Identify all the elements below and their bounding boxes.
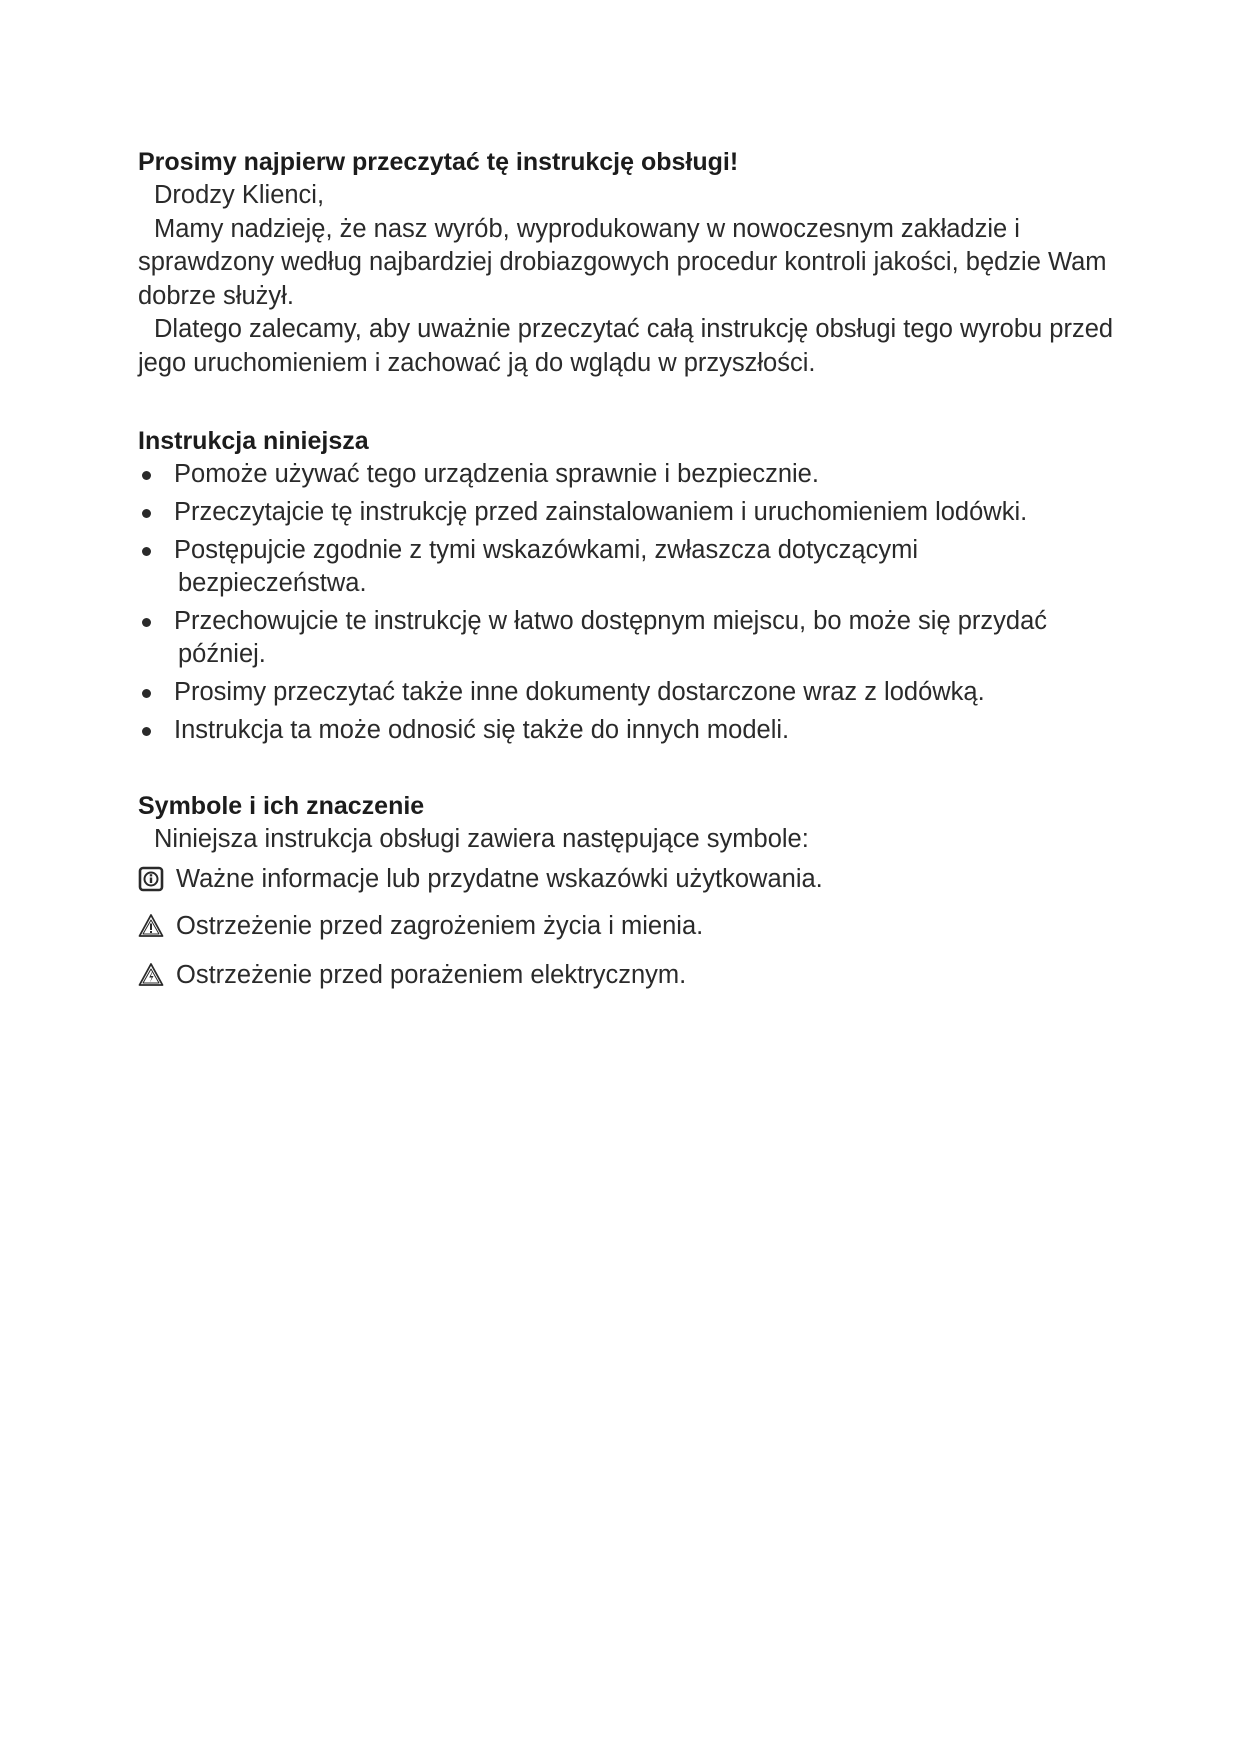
intro-paragraph-1: Mamy nadzieję, że nasz wyrób, wyprodukowany w nowoczesnym zakładzie i sprawdzony według najbardziej drobiazgowych procedur kontroli jakości, będzie Wam dobrze służył. <box>138 214 1107 310</box>
manual-page <box>138 146 1118 992</box>
list-item-text: Prosimy przeczytać także inne dokumenty dostarczone wraz z lodówką. <box>174 678 985 706</box>
symbol-row-electric <box>138 959 1118 992</box>
list-item-text: Przeczytajcie tę instrukcję przed zainstalowaniem i uruchomieniem lodówki. <box>174 498 1028 526</box>
list-item <box>138 605 1118 671</box>
intro-paragraph-2: Dlatego zalecamy, aby uważnie przeczytać całą instrukcję obsługi tego wyrobu przed jego uruchomieniem i zachować ją do wglądu w przyszłości. <box>138 315 1114 377</box>
symbol-row-info <box>138 863 1118 896</box>
greeting: Drodzy Klienci, <box>154 181 325 209</box>
list-item <box>138 496 1118 529</box>
list-item <box>138 534 1118 600</box>
bullet-icon <box>142 471 151 480</box>
list-item <box>138 458 1118 491</box>
symbol-text-warning: Ostrzeżenie przed zagrożeniem życia i mienia. <box>176 911 704 940</box>
list-item-text: Postępujcie zgodnie z tymi wskazówkami, zwłaszcza dotyczącymi <box>174 536 919 564</box>
list-item-text: Przechowujcie te instrukcję w łatwo dostępnym miejscu, bo może się przydać <box>174 607 1048 635</box>
instructions-heading: Instrukcja niniejsza <box>138 427 369 455</box>
list-item-text-continued: później. <box>178 640 266 668</box>
list-item <box>138 676 1118 709</box>
bullet-icon <box>142 689 151 698</box>
symbols-intro: Niniejsza instrukcja obsługi zawiera następujące symbole: <box>154 825 809 853</box>
symbol-row-warning <box>138 910 1118 943</box>
bullet-icon <box>142 618 151 627</box>
bullet-icon <box>142 727 151 736</box>
instructions-list <box>138 458 1118 747</box>
symbol-text-electric: Ostrzeżenie przed porażeniem elektrycznym. <box>176 960 687 989</box>
intro-heading: Prosimy najpierw przeczytać tę instrukcję obsługi! <box>138 148 739 176</box>
list-item-text: Instrukcja ta może odnosić się także do innych modeli. <box>174 716 790 744</box>
symbols-heading: Symbole i ich znaczenie <box>138 792 425 820</box>
list-item-text-continued: bezpieczeństwa. <box>178 569 367 597</box>
warning-triangle-icon <box>138 913 164 939</box>
list-item <box>138 714 1118 747</box>
symbol-text-info: Ważne informacje lub przydatne wskazówki użytkowania. <box>176 864 823 893</box>
bullet-icon <box>142 509 151 518</box>
list-item-text: Pomoże używać tego urządzenia sprawnie i bezpiecznie. <box>174 460 819 488</box>
info-icon <box>138 866 164 892</box>
bullet-icon <box>142 547 151 556</box>
electric-warning-icon <box>138 962 164 988</box>
